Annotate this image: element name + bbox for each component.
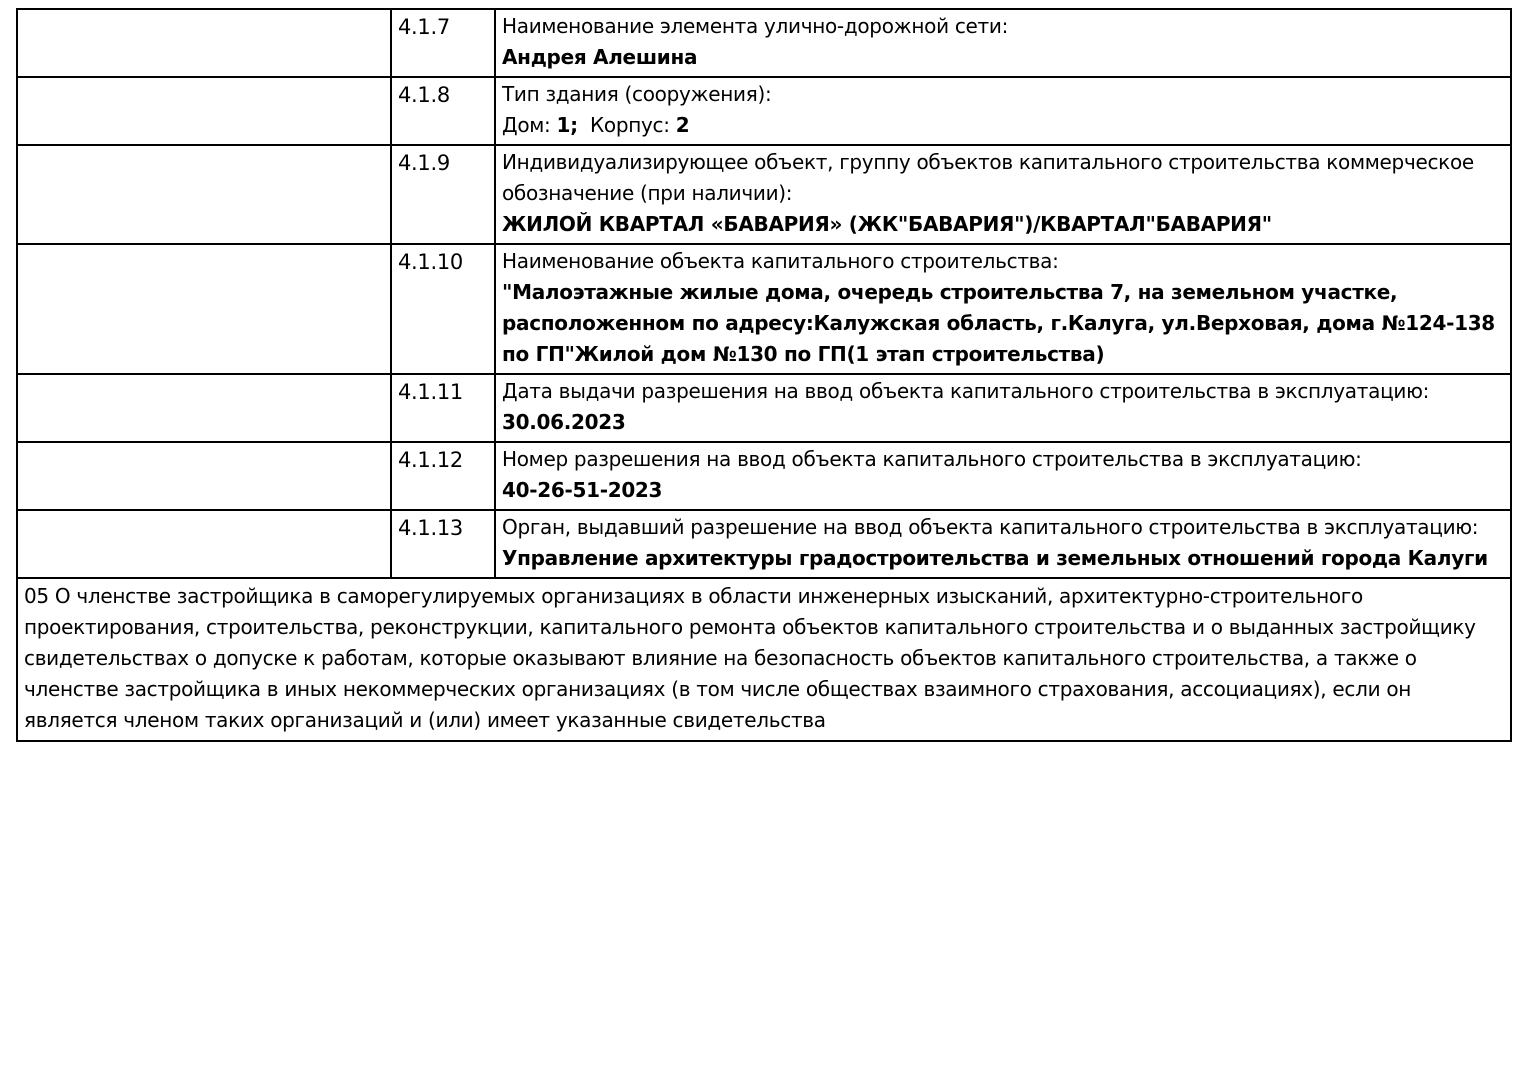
empty-cell <box>17 374 391 442</box>
row-content-cell <box>495 510 1511 578</box>
section-05-heading: 05 О членстве застройщика в саморегулируемых организациях в области инженерных изысканий, архитектурно-строительного проектирования, строительства, реконструкции, капитального ремонта объектов капитального строительства и о выданных застройщику свидетельствах о допуске к работам, которые оказывают влияние на безопасность объектов капитального строительства, а также о членстве застройщика в иных некоммерческих организациях (в том числе обществах взаимного страхования, ассоциациях), если он является членом таких организаций и (или) имеет указанные свидетельства <box>17 578 1511 741</box>
field-value: Андрея Алешина <box>502 45 698 69</box>
row-number: 4.1.7 <box>391 9 495 77</box>
field-label: Дата выдачи разрешения на ввод объекта капитального строительства в эксплуатацию: <box>502 379 1430 403</box>
table-row <box>17 9 1511 77</box>
field-label: Номер разрешения на ввод объекта капитального строительства в эксплуатацию: <box>502 447 1362 471</box>
field-label: Тип здания (сооружения): <box>502 82 772 106</box>
row-content-cell <box>495 77 1511 145</box>
field-label: Наименование элемента улично-дорожной сети: <box>502 14 1009 38</box>
table-row <box>17 374 1511 442</box>
project-declaration-table <box>16 8 1512 742</box>
row-content-cell <box>495 244 1511 374</box>
row-content-cell <box>495 145 1511 244</box>
field-value: "Малоэтажные жилые дома, очередь строительства 7, на земельном участке, расположенном по адресу:Калужская область, г.Калуга, ул.Верховая, дома №124-138 по ГП"Жилой дом №130 по ГП(1 этап строительства) <box>502 280 1502 366</box>
row-content-cell <box>495 9 1511 77</box>
field-value-part: 2 <box>675 113 690 137</box>
table-row <box>17 510 1511 578</box>
row-number: 4.1.11 <box>391 374 495 442</box>
empty-cell <box>17 145 391 244</box>
empty-cell <box>17 244 391 374</box>
field-label: Орган, выдавший разрешение на ввод объекта капитального строительства в эксплуатацию: <box>502 515 1479 539</box>
table-row <box>17 77 1511 145</box>
field-label: Наименование объекта капитального строительства: <box>502 249 1059 273</box>
field-label: Индивидуализирующее объект, группу объектов капитального строительства коммерческое обозначение (при наличии): <box>502 150 1474 205</box>
row-number: 4.1.13 <box>391 510 495 578</box>
row-number: 4.1.8 <box>391 77 495 145</box>
field-value-part: Дом: <box>502 113 557 137</box>
empty-cell <box>17 510 391 578</box>
field-value: 40-26-51-2023 <box>502 478 663 502</box>
table-row <box>17 442 1511 510</box>
row-number: 4.1.9 <box>391 145 495 244</box>
empty-cell <box>17 9 391 77</box>
field-value-part: Корпус: <box>577 113 676 137</box>
field-value-part: 1; <box>556 113 578 137</box>
row-content-cell <box>495 442 1511 510</box>
row-content-cell <box>495 374 1511 442</box>
table-row <box>17 578 1511 741</box>
empty-cell <box>17 442 391 510</box>
field-value: 30.06.2023 <box>502 410 626 434</box>
empty-cell <box>17 77 391 145</box>
table-row <box>17 145 1511 244</box>
row-number: 4.1.10 <box>391 244 495 374</box>
field-value: Управление архитектуры градостроительства и земельных отношений города Калуги <box>502 546 1488 570</box>
row-number: 4.1.12 <box>391 442 495 510</box>
field-value: ЖИЛОЙ КВАРТАЛ «БАВАРИЯ» (ЖК"БАВАРИЯ")/КВАРТАЛ"БАВАРИЯ" <box>502 212 1272 236</box>
field-value <box>502 113 689 137</box>
table-row <box>17 244 1511 374</box>
